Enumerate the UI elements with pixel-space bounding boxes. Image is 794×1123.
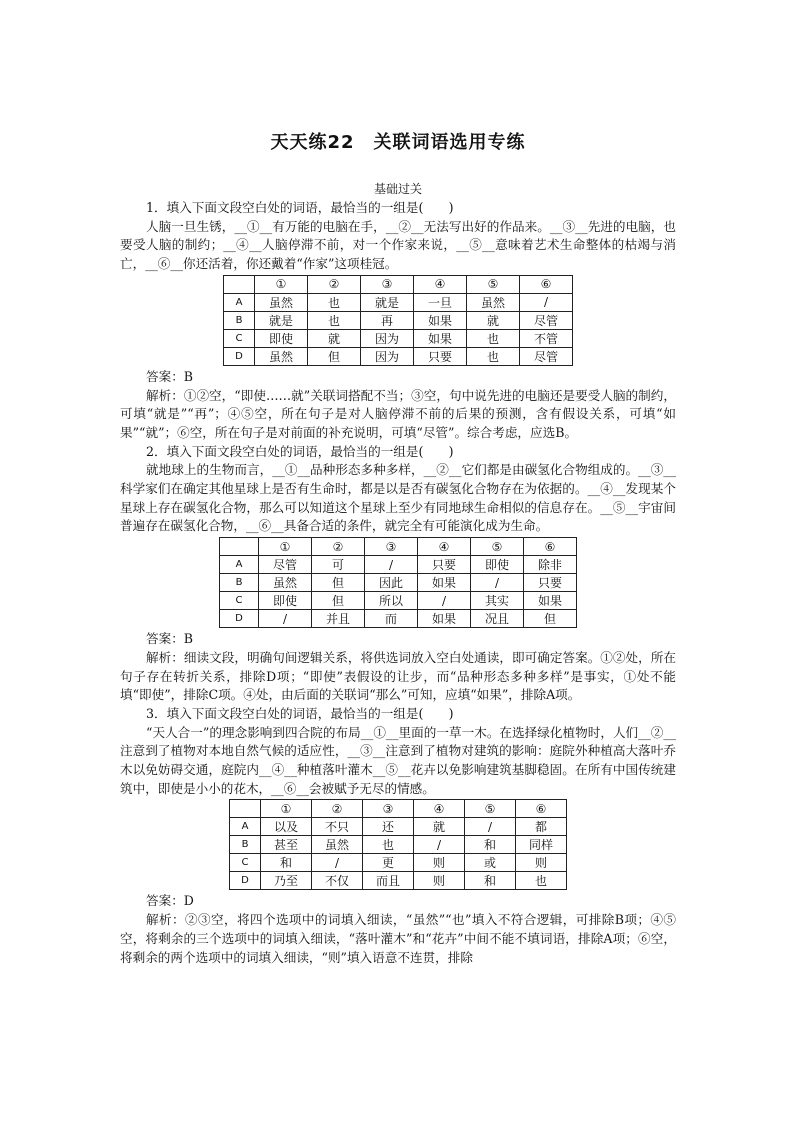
table-cell: 以及 xyxy=(261,818,312,836)
table-cell: 但 xyxy=(524,610,577,628)
table-cell: 则 xyxy=(516,854,567,872)
option-label: A xyxy=(224,293,255,311)
table-cell: 不只 xyxy=(312,818,363,836)
table-cell: 就是 xyxy=(255,311,308,329)
table-cell: / xyxy=(418,592,471,610)
table-cell: 因此 xyxy=(365,574,418,592)
table-cell: 甚至 xyxy=(261,836,312,854)
table-cell: 和 xyxy=(465,836,516,854)
table-row xyxy=(220,592,577,610)
question-1-answer: 答案：B xyxy=(146,368,194,384)
table-cell: 如果 xyxy=(414,311,467,329)
table-cell: / xyxy=(259,610,312,628)
table-cell: 并且 xyxy=(312,610,365,628)
table-cell: 也 xyxy=(308,311,361,329)
table-cell: 和 xyxy=(465,872,516,890)
question-2-passage: 就地球上的生物而言，__①__品种形态多种多样，__②__它们都是由碳氢化合物组成的。__③__科学家们在确定其他星球上是否有生命时，都是以是否有碳氢化合物存在为依据的。__④__发现某个星球上存在碳氢化合物，那么可以知道这个星球上至少有同地球生命相似的信息存在。__⑤__宇宙间普遍存在碳氢化合物，__⑥__具备合适的条件，就完全有可能演化成为生命。 xyxy=(120,462,676,534)
table-cell: 不仅 xyxy=(312,872,363,890)
table-cell: 尽管 xyxy=(259,556,312,574)
table-cell: 但 xyxy=(308,347,361,365)
table-cell: 就是 xyxy=(361,293,414,311)
table-row xyxy=(224,311,573,329)
table-header-cell: ② xyxy=(312,800,363,818)
table-header-cell: ③ xyxy=(365,538,418,556)
table-cell: 也 xyxy=(467,329,520,347)
table-cell: 只要 xyxy=(524,574,577,592)
option-label: A xyxy=(220,556,259,574)
table-cell: 因为 xyxy=(361,347,414,365)
table-cell: 虽然 xyxy=(312,836,363,854)
table-row xyxy=(230,854,567,872)
question-2-analysis: 解析：细读文段，明确句间逻辑关系，将供选词放入空白处通读，即可确定答案。①②处，所在句子存在转折关系，排除D项；“即使”表假设的让步，而“品种形态多种多样”是事实，①处不能填“即使”，排除C项。④处，由后面的关联词“那么”可知，应填“如果”，排除A项。 xyxy=(120,649,676,703)
table-cell: 因为 xyxy=(361,329,414,347)
table-cell: 如果 xyxy=(414,329,467,347)
page-title: 天天练22 关联词语选用专练 xyxy=(270,132,526,153)
table-header-cell: ① xyxy=(261,800,312,818)
table-cell: 除非 xyxy=(524,556,577,574)
option-label: C xyxy=(220,592,259,610)
question-3-answer: 答案：D xyxy=(146,893,194,909)
table-cell: 所以 xyxy=(365,592,418,610)
table-cell: 也 xyxy=(467,347,520,365)
table-header-row xyxy=(230,800,567,818)
table-row xyxy=(220,556,577,574)
table-cell: 尽管 xyxy=(520,311,573,329)
table-cell: 则 xyxy=(414,872,465,890)
table-header-cell: ① xyxy=(255,275,308,293)
table-cell: 即使 xyxy=(259,592,312,610)
option-label: B xyxy=(230,836,261,854)
option-label: D xyxy=(230,872,261,890)
table-cell: / xyxy=(520,293,573,311)
table-header-cell: ⑥ xyxy=(520,275,573,293)
table-cell: 同样 xyxy=(516,836,567,854)
question-2-answer: 答案：B xyxy=(146,631,194,647)
table-cell: 虽然 xyxy=(255,293,308,311)
table-cell: 也 xyxy=(363,836,414,854)
table-header-cell xyxy=(230,800,261,818)
question-3-stem: 3．填入下面文段空白处的词语，最恰当的一组是( ) xyxy=(146,705,454,721)
table-header-row xyxy=(224,275,573,293)
table-cell: / xyxy=(312,854,363,872)
table-cell: 但 xyxy=(312,592,365,610)
table-cell: 不管 xyxy=(520,329,573,347)
option-label: B xyxy=(220,574,259,592)
table-cell: 更 xyxy=(363,854,414,872)
table-cell: 就 xyxy=(308,329,361,347)
table-header-cell: ⑥ xyxy=(516,800,567,818)
table-cell: 如果 xyxy=(418,574,471,592)
question-1-stem: 1．填入下面文段空白处的词语，最恰当的一组是( ) xyxy=(146,200,454,215)
table-header-cell: ⑥ xyxy=(524,538,577,556)
table-cell: / xyxy=(365,556,418,574)
table-header-cell: ⑤ xyxy=(471,538,524,556)
table-cell: 虽然 xyxy=(259,574,312,592)
table-header-row xyxy=(220,538,577,556)
table-cell: 就 xyxy=(467,311,520,329)
table-header-cell: ③ xyxy=(363,800,414,818)
table-header-cell: ⑤ xyxy=(467,275,520,293)
table-header-cell: ④ xyxy=(414,800,465,818)
option-label: A xyxy=(230,818,261,836)
table-header-cell: ④ xyxy=(414,275,467,293)
table-cell: 只要 xyxy=(418,556,471,574)
table-header-cell xyxy=(224,275,255,293)
question-3-analysis: 解析：②③空，将四个选项中的词填入细读，“虽然”“也”填入不符合逻辑，可排除B项；④⑤空，将剩余的三个选项中的词填入细读，“落叶灌木”和“花卉”中间不能不填词语，排除A项；⑥空，将剩余的两个选项中的词填入细读，“则”填入语意不连贯，排除 xyxy=(120,912,676,965)
question-2-stem: 2．填入下面文段空白处的词语，最恰当的一组是( ) xyxy=(146,443,454,459)
table-row xyxy=(230,836,567,854)
table-cell: 可 xyxy=(312,556,365,574)
table-cell: 尽管 xyxy=(520,347,573,365)
table-cell: 如果 xyxy=(418,610,471,628)
table-cell: / xyxy=(414,836,465,854)
table-cell: 或 xyxy=(465,854,516,872)
table-cell: / xyxy=(471,574,524,592)
table-cell: 即使 xyxy=(255,329,308,347)
table-header-cell: ③ xyxy=(361,275,414,293)
table-row xyxy=(224,293,573,311)
table-row xyxy=(220,610,577,628)
table-cell: 其实 xyxy=(471,592,524,610)
table-cell: 也 xyxy=(308,293,361,311)
option-label: D xyxy=(224,347,255,365)
option-label: C xyxy=(230,854,261,872)
table-cell: 和 xyxy=(261,854,312,872)
table-cell: 乃至 xyxy=(261,872,312,890)
table-header-cell: ⑤ xyxy=(465,800,516,818)
table-cell: 但 xyxy=(312,574,365,592)
table-cell: 则 xyxy=(414,854,465,872)
table-cell: 再 xyxy=(361,311,414,329)
question-1-passage: 人脑一旦生锈，__①__有万能的电脑在手，__②__无法写出好的作品来。__③__先进的电脑，也要受人脑的制约；__④__人脑停滞不前，对一个作家来说，__⑤__意味着艺术生命整体的枯竭与消亡，__⑥__你还活着，你还戴着“作家”这项桂冠。 xyxy=(120,218,676,272)
table-cell: 而 xyxy=(365,610,418,628)
table-cell: 还 xyxy=(363,818,414,836)
table-header-cell: ② xyxy=(308,275,361,293)
question-1-options-table xyxy=(223,275,573,366)
table-cell: 都 xyxy=(516,818,567,836)
table-cell: 而且 xyxy=(363,872,414,890)
table-cell: 一旦 xyxy=(414,293,467,311)
question-3-passage: “天人合一”的理念影响到四合院的布局__①__里面的一草一木。在选择绿化植物时，人们__②__注意到了植物对本地自然气候的适应性，__③__注意到了植物对建筑的影响：庭院外种植高大落叶乔木以免妨碍交通，庭院内__④__种植落叶灌木__⑤__花卉以免影响建筑基脚稳固。在所有中国传统建筑中，即使是小小的花木，__⑥__会被赋予无尽的情感。 xyxy=(120,724,676,796)
question-2-options-table xyxy=(219,537,577,628)
table-cell: 虽然 xyxy=(255,347,308,365)
table-cell: 也 xyxy=(516,872,567,890)
option-label: B xyxy=(224,311,255,329)
option-label: D xyxy=(220,610,259,628)
table-header-cell: ② xyxy=(312,538,365,556)
table-cell: 况且 xyxy=(471,610,524,628)
table-row xyxy=(224,347,573,365)
table-row xyxy=(230,818,567,836)
table-cell: 就 xyxy=(414,818,465,836)
question-3-options-table xyxy=(229,799,567,890)
option-label: C xyxy=(224,329,255,347)
section-heading: 基础过关 xyxy=(373,182,422,196)
table-cell: 只要 xyxy=(414,347,467,365)
table-cell: / xyxy=(465,818,516,836)
table-cell: 即使 xyxy=(471,556,524,574)
table-header-cell xyxy=(220,538,259,556)
question-1-analysis: 解析：①②空，“即使……就”关联词搭配不当；③空，句中说先进的电脑还是要受人脑的制约，可填“就是”“再”；④⑤空，所在句子是对人脑停滞不前的后果的预测，含有假设关系，可填“如果”“就”；⑥空，所在句子是对前面的补充说明，可填“尽管”。综合考虑，应选B。 xyxy=(120,387,676,440)
table-row xyxy=(220,574,577,592)
table-row xyxy=(230,872,567,890)
table-header-cell: ④ xyxy=(418,538,471,556)
document-page xyxy=(120,128,676,967)
table-row xyxy=(224,329,573,347)
table-header-cell: ① xyxy=(259,538,312,556)
table-cell: 虽然 xyxy=(467,293,520,311)
table-cell: 如果 xyxy=(524,592,577,610)
